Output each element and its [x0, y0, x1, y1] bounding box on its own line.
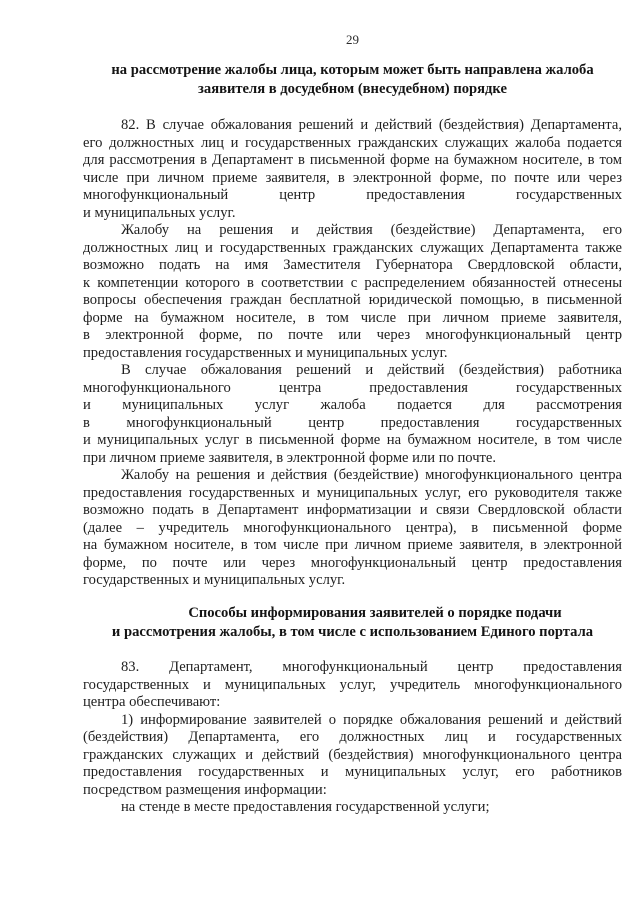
paragraph-deputy-governor: [83, 222, 622, 362]
text-line: и муниципальных услуг в письменной форме на бумажном носителе, в том числе: [83, 432, 622, 448]
paragraph-82: [83, 117, 622, 222]
text-line: предоставления государственных и муниципальных услуг.: [83, 344, 448, 361]
text-line: для рассмотрения в Департамент в письменной форме на бумажном носителе, в том: [83, 152, 622, 168]
text-line: возможно подать на имя Заместителя Губернатора Свердловской области,: [83, 257, 622, 273]
text-line: (далее – учредитель многофункционального центра), в письменной форме: [83, 519, 622, 536]
text-line: в электронной форме, по почте или через многофункциональный центр: [83, 327, 622, 343]
text-line: 83. Департамент, многофункциональный центр предоставления: [121, 659, 622, 675]
heading-line: и рассмотрения жалобы, в том числе с использованием Единого портала: [111, 624, 594, 640]
section-1-body: [83, 117, 622, 590]
text-line: на стенде в месте предоставления государственной услуги;: [121, 799, 490, 815]
text-line: государственных и муниципальных услуг, учредитель многофункционального: [83, 676, 622, 693]
heading-line: Способы информирования заявителей о порядке подачи: [188, 605, 562, 621]
text-line: предоставления государственных и муниципальных услуг, его руководителя также: [83, 484, 622, 501]
text-line: форме на бумажном носителе, в том числе при личном приеме заявителя,: [83, 309, 622, 326]
text-line: при личном приеме заявителя, в электронной форме или по почте.: [83, 449, 497, 466]
text-line: 82. В случае обжалования решений и действий (бездействия) Департамента,: [121, 117, 622, 133]
text-line: многофункционального центра предоставления государственных: [83, 379, 622, 396]
section-heading-complaint-recipients: [83, 61, 622, 99]
paragraph-mfc-founder: [83, 467, 622, 590]
section-2-body: [83, 659, 622, 817]
text-line: его должностных лиц и государственных гражданских служащих жалоба подается: [83, 134, 622, 151]
text-line: 1) информирование заявителей о порядке обжалования решений и действий: [121, 711, 622, 728]
text-line: посредством размещения информации:: [83, 781, 327, 798]
text-line: гражданских служащих и действий (бездействия) многофункционального центра: [83, 746, 622, 763]
heading-line: на рассмотрение жалобы лица, которым может быть направлена жалоба: [111, 62, 594, 78]
text-line: многофункциональный центр предоставления государственных: [83, 187, 622, 203]
text-line: в многофункциональный центр предоставления государственных: [83, 414, 622, 431]
text-line: числе при личном приеме заявителя, в электронной форме, по почте или через: [83, 169, 622, 186]
list-item-1: [83, 712, 622, 800]
text-line: на бумажном носителе, в том числе при личном приеме заявителя, в электронной: [83, 537, 622, 553]
text-line: предоставления государственных и муниципальных услуг, его работников: [83, 764, 622, 780]
text-line: государственных и муниципальных услуг.: [83, 572, 346, 588]
paragraph-83: [83, 659, 622, 712]
text-line: и муниципальных услуг жалоба подается для рассмотрения: [83, 397, 622, 413]
section-heading-informing-methods: [83, 604, 622, 642]
text-line: центра обеспечивают:: [83, 694, 221, 710]
text-line: (бездействия) Департамента, его должностных лиц и государственных: [83, 729, 622, 745]
paragraph-mfc-employee: [83, 362, 622, 467]
heading-line: заявителя в досудебном (внесудебном) порядке: [198, 81, 507, 97]
page-number: 29: [346, 32, 359, 47]
text-line: вопросы обеспечения граждан бесплатной юридической помощью, в письменной: [83, 292, 622, 308]
text-line: Жалобу на решения и действия (бездействие) Департамента, его: [121, 222, 622, 238]
text-line: форме, по почте или через многофункциональный центр предоставления: [83, 554, 622, 571]
text-line: возможно подать в Департамент информатизации и связи Свердловской области: [83, 502, 622, 518]
text-line: и муниципальных услуг.: [83, 204, 236, 221]
text-line: должностных лиц и государственных гражданских служащих Департамента также: [83, 239, 622, 256]
text-line: к компетенции которого в соответствии с распределением обязанностей отнесены: [83, 274, 622, 291]
text-line: Жалобу на решения и действия (бездействие) многофункционального центра: [121, 467, 622, 483]
list-subitem-stand: [83, 799, 622, 817]
text-line: В случае обжалования решений и действий (бездействия) работника: [121, 362, 622, 378]
